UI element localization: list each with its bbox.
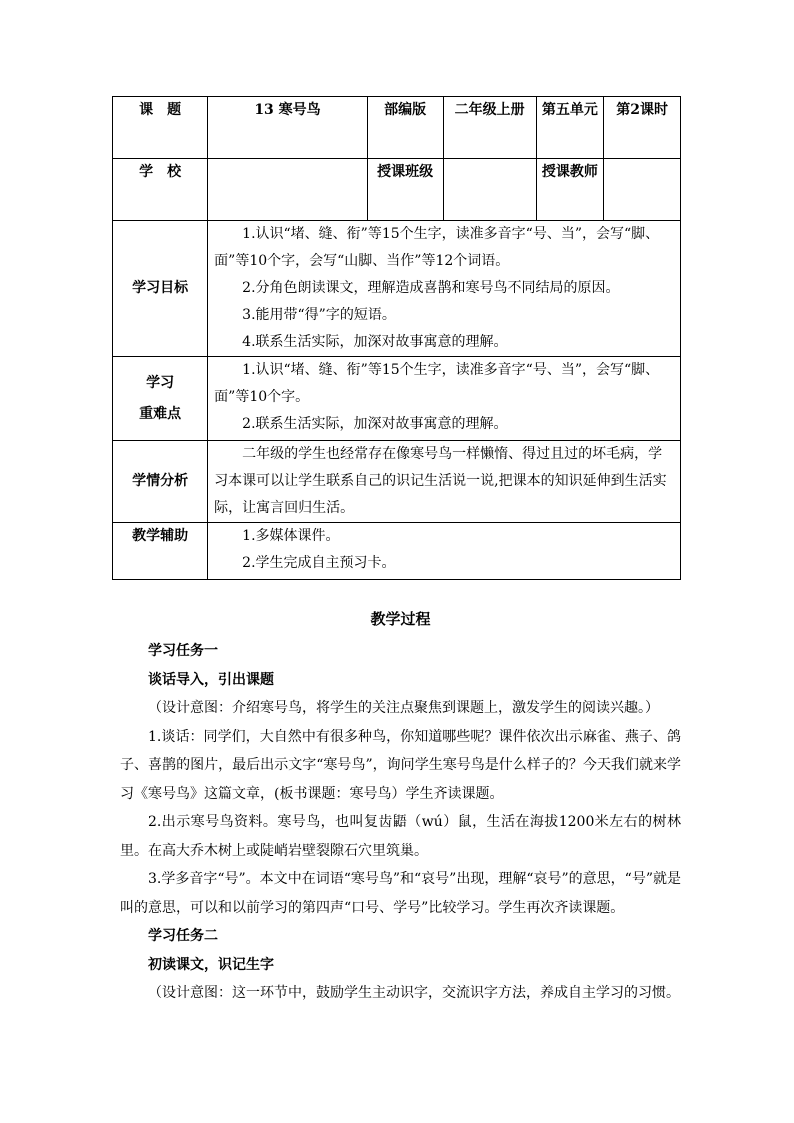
analysis-content [208,441,681,523]
lesson-info-table [112,96,681,580]
teacher-label: 授课教师 [536,159,604,221]
key-points-label-line2: 重难点 [139,405,182,422]
school-label: 学 校 [113,159,208,221]
school-value [208,159,368,221]
aid-item: 2.学生完成自主预习卡。 [242,555,396,571]
task1-subtitle: 谈话导入，引出课题 [148,671,274,688]
aids-content [208,523,681,580]
goals-label: 学习目标 [113,221,208,357]
task1-paragraph-1: 1.谈话：同学们，大自然中有很多种鸟，你知道哪些呢？课件依次出示麻雀、燕子、鸽子、喜鹊的图片，最后出示文字“寒号鸟”，询问学生寒号鸟是什么样子的？今天我们就来学习《寒号鸟》这篇文章，(板书课题：寒号鸟）学生齐读课题。 [120,728,681,802]
analysis-text: 二年级的学生也经常存在像寒号鸟一样懒惰、得过且过的坏毛病，学习本课可以让学生联系自己的识记生活说一说,把课本的知识延伸到生活实际，让寓言回归生活。 [214,446,667,516]
key-points-content [208,357,681,441]
task1-intent: （设计意图：介绍寒号鸟，将学生的关注点聚焦到课题上，激发学生的阅读兴趣。） [148,700,659,716]
period: 第2课时 [604,97,681,159]
task2-subtitle: 初读课文，识记生字 [148,956,274,973]
key-point-item: 1.认识“堵、缝、衔”等15个生字，读准多音字“号、当”，会写“脚、面”等10个字。 [214,362,660,405]
class-value [443,159,536,221]
teaching-process [120,605,681,1008]
analysis-label: 学情分析 [113,441,208,523]
task1-title: 学习任务一 [148,643,218,659]
task2-intent: （设计意图：这一环节中，鼓励学生主动识字，交流识字方法，养成自主学习的习惯。 [148,985,680,1001]
task2-title: 学习任务二 [148,928,218,944]
topic-value: 13 寒号鸟 [208,97,368,159]
topic-label: 课 题 [113,97,208,159]
aids-label: 教学辅助 [113,523,208,580]
teacher-value [604,159,681,221]
aid-item: 1.多媒体课件。 [242,528,340,544]
key-points-label-line1: 学习 [146,374,175,391]
task1-paragraph-3: 3.学多音字“号”。本文中在词语“寒号鸟”和“哀号”出现，理解“哀号”的意思，“号”就是叫的意思，可以和以前学习的第四声“口号、学号”比较学习。学生再次齐读课题。 [120,871,681,916]
class-label: 授课班级 [367,159,443,221]
goals-content [208,221,681,357]
goal-item: 2.分角色朗读课文，理解造成喜鹊和寒号鸟不同结局的原因。 [242,280,620,296]
edition: 部编版 [367,97,443,159]
goal-item: 3.能用带“得”字的短语。 [242,307,396,323]
unit: 第五单元 [536,97,604,159]
key-points-label [113,357,208,441]
goal-item: 4.联系生活实际，加深对故事寓意的理解。 [242,334,508,350]
key-point-item: 2.联系生活实际，加深对故事寓意的理解。 [242,416,508,432]
grade: 二年级上册 [443,97,536,159]
task1-paragraph-2: 2.出示寒号鸟资料。寒号鸟，也叫复齿鼯（wú）鼠，生活在海拔1200米左右的树林里。在高大乔木树上或陡峭岩壁裂隙石穴里筑巢。 [120,814,681,859]
process-title: 教学过程 [370,610,431,628]
goal-item: 1.认识“堵、缝、衔”等15个生字，读准多音字“号、当”，会写“脚、面”等10个字，会写“山脚、当作”等12个词语。 [214,226,660,269]
